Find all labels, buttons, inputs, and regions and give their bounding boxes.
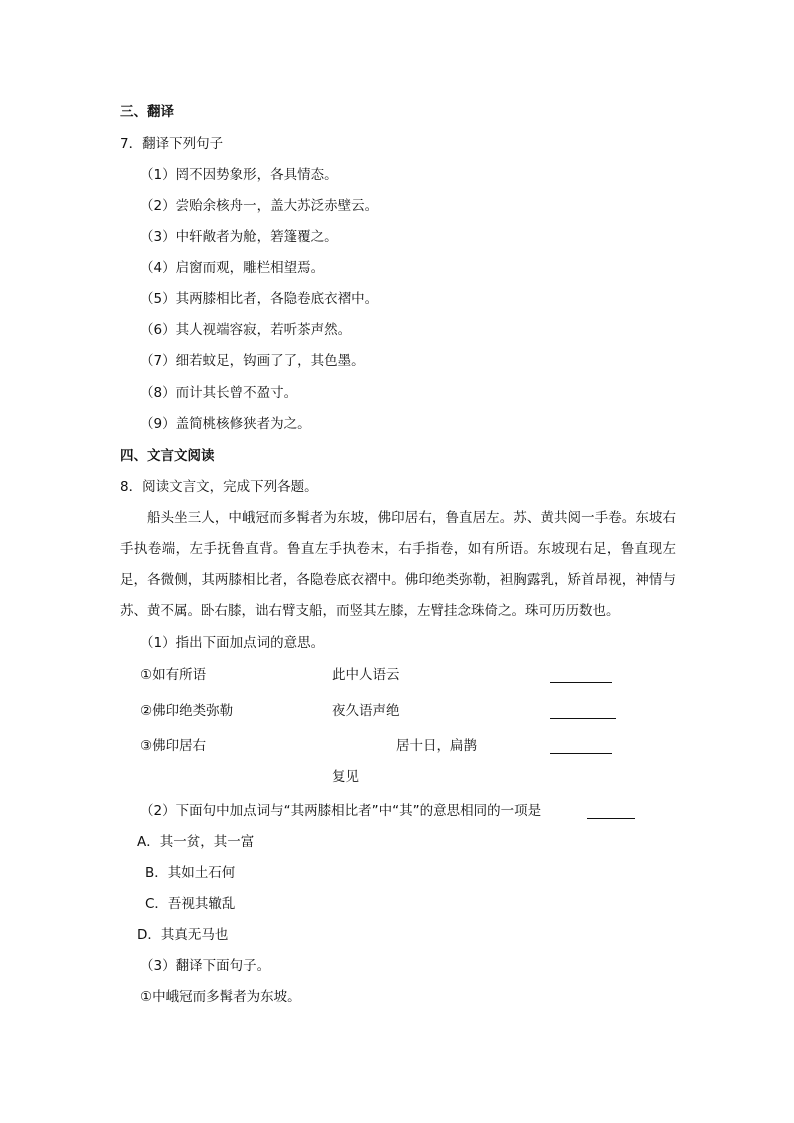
q7-item-1: （1）罔不因势象形，各具情态。 — [140, 167, 338, 183]
sub2-option-b: B．其如土石何 — [145, 865, 236, 881]
sub1-row-2-right: 夜久语声绝 — [332, 703, 400, 719]
q7-item-6: （6）其人视端容寂，若听茶声然。 — [140, 322, 352, 338]
sub2-option-c: C．吾视其辙乱 — [145, 896, 236, 912]
sub1-row-3-answer-blank[interactable] — [550, 753, 612, 754]
q7-item-9: （9）盖简桃核修狭者为之。 — [140, 416, 311, 432]
sub1-row-2-left: ②佛印绝类弥勒 — [140, 703, 234, 719]
section-heading-classical-reading: 四、文言文阅读 — [120, 448, 215, 464]
question-7-title: 7．翻译下列句子 — [120, 136, 224, 152]
sub1-row-1-answer-blank[interactable] — [550, 682, 612, 683]
q7-item-3: （3）中轩敞者为舱，箬篷覆之。 — [140, 229, 338, 245]
sub-question-1-title: （1）指出下面加点词的意思。 — [140, 635, 325, 651]
q7-item-5: （5）其两膝相比者，各隐卷底衣褶中。 — [140, 291, 379, 307]
sub2-option-d: D．其真无马也 — [137, 927, 229, 943]
sub1-row-3-right: 居十日，扁鹊 — [396, 738, 477, 754]
sub1-row-1-left: ①如有所语 — [140, 667, 207, 683]
section-heading-translation: 三、翻译 — [120, 104, 174, 120]
q7-item-4: （4）启窗而观，雕栏相望焉。 — [140, 260, 325, 276]
sub1-row-1-right: 此中人语云 — [332, 667, 400, 683]
sub-question-2-title: （2）下面句中加点词与“其两膝相比者”中“其”的意思相同的一项是 — [140, 803, 542, 819]
sub-question-3-title: （3）翻译下面句子。 — [140, 958, 271, 974]
reading-passage: 船头坐三人，中峨冠而多髯者为东坡，佛印居右，鲁直居左。苏、黄共阅一手卷。东坡右手执卷端，左手抚鲁直背。鲁直左手执卷末，右手指卷，如有所语。东坡现右足，鲁直现左足，各微侧，其两膝相比者，各隐卷底衣褶中。佛印绝类弥勒，袒胸露乳，矫首昂视，神情与苏、黄不属。卧右膝，诎右臂支船，而竖其左膝，左臂挂念珠倚之。珠可历历数也。 — [120, 510, 676, 619]
sub2-option-a: A．其一贫，其一富 — [137, 834, 255, 850]
q7-item-2: （2）尝贻余核舟一，盖大苏泛赤壁云。 — [140, 198, 379, 214]
sub3-item-1: ①中峨冠而多髯者为东坡。 — [140, 989, 301, 1005]
q7-item-7: （7）细若蚊足，钩画了了，其色墨。 — [140, 353, 365, 369]
sub1-row-3-right-continued: 复见 — [332, 769, 359, 785]
sub2-answer-blank[interactable] — [587, 818, 635, 819]
sub1-row-3-left: ③佛印居右 — [140, 738, 207, 754]
question-8-title: 8．阅读文言文，完成下列各题。 — [120, 479, 318, 495]
q7-item-8: （8）而计其长曾不盈寸。 — [140, 385, 298, 401]
sub1-row-2-answer-blank[interactable] — [550, 718, 616, 719]
